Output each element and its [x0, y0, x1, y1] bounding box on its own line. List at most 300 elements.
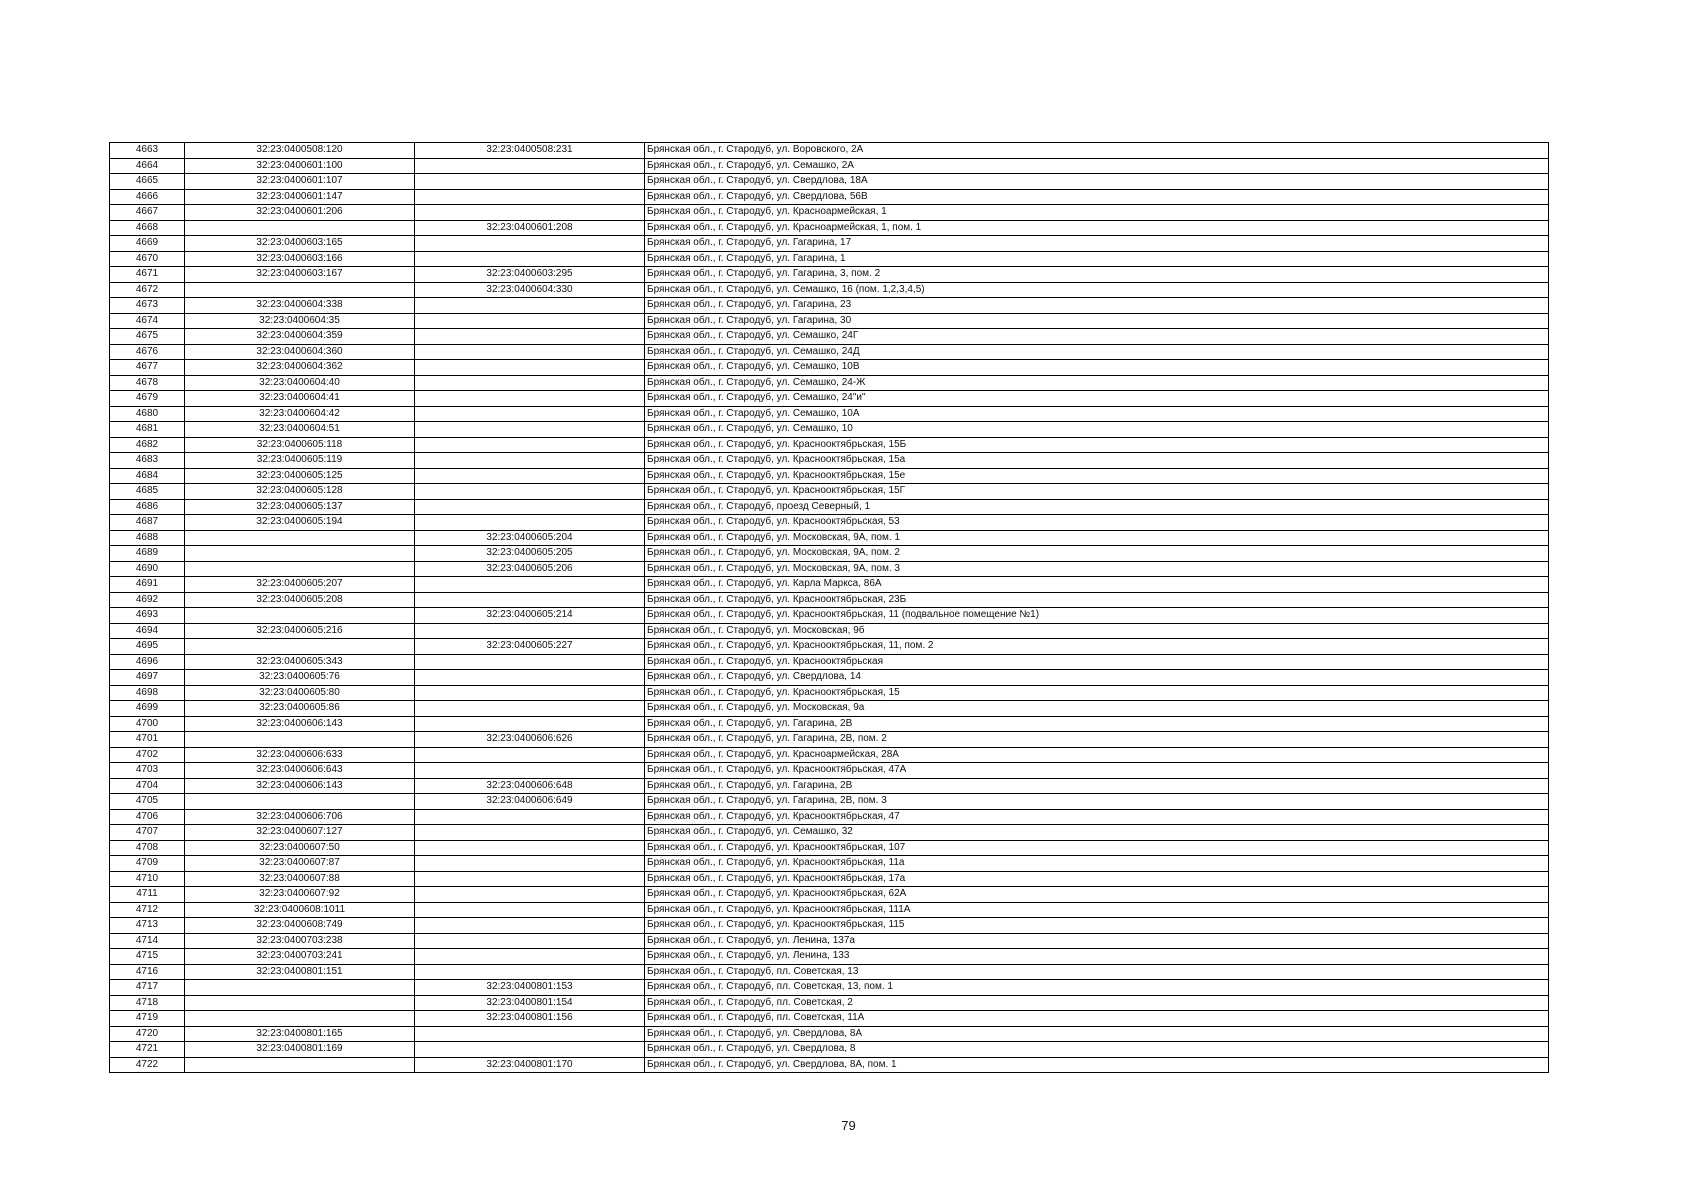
table-row — [110, 282, 1549, 298]
land-cadastral-number-cell: 32:23:0400604:360 — [185, 344, 415, 360]
address-cell: Брянская обл., г. Стародуб, пл. Советская, 11А — [645, 1011, 1549, 1027]
table-row — [110, 143, 1549, 159]
object-cadastral-number-cell: 32:23:0400801:170 — [415, 1057, 645, 1073]
table-row — [110, 964, 1549, 980]
registry-sheet — [109, 142, 1549, 1073]
object-cadastral-number-cell — [415, 313, 645, 329]
land-cadastral-number-cell: 32:23:0400608:749 — [185, 918, 415, 934]
table-row — [110, 530, 1549, 546]
object-cadastral-number-cell — [415, 298, 645, 314]
land-cadastral-number-cell — [185, 794, 415, 810]
row-number-cell: 4664 — [110, 158, 185, 174]
table-row — [110, 1026, 1549, 1042]
row-number-cell: 4691 — [110, 577, 185, 593]
table-row — [110, 189, 1549, 205]
address-cell: Брянская обл., г. Стародуб, ул. Свердлова, 8А, пом. 1 — [645, 1057, 1549, 1073]
object-cadastral-number-cell — [415, 747, 645, 763]
object-cadastral-number-cell: 32:23:0400605:214 — [415, 608, 645, 624]
row-number-cell: 4696 — [110, 654, 185, 670]
object-cadastral-number-cell — [415, 484, 645, 500]
table-row — [110, 220, 1549, 236]
object-cadastral-number-cell: 32:23:0400606:649 — [415, 794, 645, 810]
table-row — [110, 918, 1549, 934]
land-cadastral-number-cell — [185, 1011, 415, 1027]
object-cadastral-number-cell — [415, 825, 645, 841]
table-row — [110, 468, 1549, 484]
land-cadastral-number-cell: 32:23:0400605:128 — [185, 484, 415, 500]
object-cadastral-number-cell — [415, 918, 645, 934]
address-cell: Брянская обл., г. Стародуб, ул. Свердлова, 14 — [645, 670, 1549, 686]
row-number-cell: 4706 — [110, 809, 185, 825]
row-number-cell: 4705 — [110, 794, 185, 810]
object-cadastral-number-cell: 32:23:0400605:206 — [415, 561, 645, 577]
table-row — [110, 1011, 1549, 1027]
object-cadastral-number-cell — [415, 809, 645, 825]
row-number-cell: 4675 — [110, 329, 185, 345]
table-row — [110, 406, 1549, 422]
address-cell: Брянская обл., г. Стародуб, ул. Краснооктябрьская, 111А — [645, 902, 1549, 918]
object-cadastral-number-cell: 32:23:0400801:154 — [415, 995, 645, 1011]
address-cell: Брянская обл., г. Стародуб, ул. Семашко, 24Д — [645, 344, 1549, 360]
row-number-cell: 4667 — [110, 205, 185, 221]
row-number-cell: 4676 — [110, 344, 185, 360]
row-number-cell: 4684 — [110, 468, 185, 484]
registry-table — [109, 142, 1549, 1073]
land-cadastral-number-cell: 32:23:0400605:80 — [185, 685, 415, 701]
land-cadastral-number-cell: 32:23:0400604:359 — [185, 329, 415, 345]
address-cell: Брянская обл., г. Стародуб, ул. Свердлова, 8 — [645, 1042, 1549, 1058]
row-number-cell: 4719 — [110, 1011, 185, 1027]
address-cell: Брянская обл., г. Стародуб, пл. Советская, 13 — [645, 964, 1549, 980]
land-cadastral-number-cell: 32:23:0400605:76 — [185, 670, 415, 686]
table-row — [110, 577, 1549, 593]
land-cadastral-number-cell — [185, 732, 415, 748]
row-number-cell: 4703 — [110, 763, 185, 779]
address-cell: Брянская обл., г. Стародуб, ул. Семашко, 24-Ж — [645, 375, 1549, 391]
address-cell: Брянская обл., г. Стародуб, пл. Советская, 13, пом. 1 — [645, 980, 1549, 996]
land-cadastral-number-cell: 32:23:0400605:119 — [185, 453, 415, 469]
table-row — [110, 158, 1549, 174]
table-row — [110, 623, 1549, 639]
land-cadastral-number-cell: 32:23:0400604:362 — [185, 360, 415, 376]
land-cadastral-number-cell: 32:23:0400606:633 — [185, 747, 415, 763]
address-cell: Брянская обл., г. Стародуб, проезд Северный, 1 — [645, 499, 1549, 515]
object-cadastral-number-cell — [415, 701, 645, 717]
object-cadastral-number-cell — [415, 871, 645, 887]
address-cell: Брянская обл., г. Стародуб, ул. Семашко, 10В — [645, 360, 1549, 376]
address-cell: Брянская обл., г. Стародуб, ул. Краснооктябрьская, 62А — [645, 887, 1549, 903]
object-cadastral-number-cell — [415, 499, 645, 515]
land-cadastral-number-cell — [185, 1057, 415, 1073]
address-cell: Брянская обл., г. Стародуб, ул. Гагарина, 2В — [645, 716, 1549, 732]
address-cell: Брянская обл., г. Стародуб, ул. Краснооктябрьская, 11, пом. 2 — [645, 639, 1549, 655]
land-cadastral-number-cell: 32:23:0400601:147 — [185, 189, 415, 205]
address-cell: Брянская обл., г. Стародуб, ул. Семашко, 24Г — [645, 329, 1549, 345]
table-row — [110, 251, 1549, 267]
land-cadastral-number-cell: 32:23:0400605:137 — [185, 499, 415, 515]
land-cadastral-number-cell: 32:23:0400601:100 — [185, 158, 415, 174]
land-cadastral-number-cell: 32:23:0400606:643 — [185, 763, 415, 779]
table-row — [110, 422, 1549, 438]
address-cell: Брянская обл., г. Стародуб, ул. Краснооктябрьская, 17а — [645, 871, 1549, 887]
row-number-cell: 4683 — [110, 453, 185, 469]
table-row — [110, 484, 1549, 500]
row-number-cell: 4690 — [110, 561, 185, 577]
row-number-cell: 4697 — [110, 670, 185, 686]
address-cell: Брянская обл., г. Стародуб, ул. Краснооктябрьская — [645, 654, 1549, 670]
table-row — [110, 499, 1549, 515]
row-number-cell: 4679 — [110, 391, 185, 407]
address-cell: Брянская обл., г. Стародуб, ул. Гагарина, 17 — [645, 236, 1549, 252]
object-cadastral-number-cell — [415, 205, 645, 221]
land-cadastral-number-cell — [185, 980, 415, 996]
row-number-cell: 4704 — [110, 778, 185, 794]
object-cadastral-number-cell — [415, 422, 645, 438]
row-number-cell: 4713 — [110, 918, 185, 934]
land-cadastral-number-cell: 32:23:0400601:206 — [185, 205, 415, 221]
object-cadastral-number-cell — [415, 360, 645, 376]
row-number-cell: 4710 — [110, 871, 185, 887]
object-cadastral-number-cell: 32:23:0400801:153 — [415, 980, 645, 996]
row-number-cell: 4694 — [110, 623, 185, 639]
object-cadastral-number-cell — [415, 391, 645, 407]
land-cadastral-number-cell: 32:23:0400606:706 — [185, 809, 415, 825]
row-number-cell: 4670 — [110, 251, 185, 267]
land-cadastral-number-cell: 32:23:0400801:169 — [185, 1042, 415, 1058]
address-cell: Брянская обл., г. Стародуб, ул. Красноармейская, 1 — [645, 205, 1549, 221]
address-cell: Брянская обл., г. Стародуб, ул. Гагарина, 2В, пом. 3 — [645, 794, 1549, 810]
row-number-cell: 4707 — [110, 825, 185, 841]
address-cell: Брянская обл., г. Стародуб, ул. Краснооктябрьская, 11а — [645, 856, 1549, 872]
address-cell: Брянская обл., г. Стародуб, ул. Семашко, 2А — [645, 158, 1549, 174]
table-row — [110, 949, 1549, 965]
land-cadastral-number-cell: 32:23:0400801:165 — [185, 1026, 415, 1042]
table-row — [110, 267, 1549, 283]
row-number-cell: 4666 — [110, 189, 185, 205]
row-number-cell: 4674 — [110, 313, 185, 329]
row-number-cell: 4677 — [110, 360, 185, 376]
land-cadastral-number-cell: 32:23:0400605:86 — [185, 701, 415, 717]
object-cadastral-number-cell — [415, 236, 645, 252]
table-row — [110, 933, 1549, 949]
object-cadastral-number-cell — [415, 251, 645, 267]
table-row — [110, 1057, 1549, 1073]
table-row — [110, 778, 1549, 794]
table-row — [110, 856, 1549, 872]
land-cadastral-number-cell: 32:23:0400604:51 — [185, 422, 415, 438]
land-cadastral-number-cell — [185, 995, 415, 1011]
row-number-cell: 4688 — [110, 530, 185, 546]
object-cadastral-number-cell — [415, 654, 645, 670]
row-number-cell: 4709 — [110, 856, 185, 872]
land-cadastral-number-cell: 32:23:0400604:40 — [185, 375, 415, 391]
table-row — [110, 980, 1549, 996]
row-number-cell: 4715 — [110, 949, 185, 965]
table-row — [110, 561, 1549, 577]
object-cadastral-number-cell — [415, 344, 645, 360]
row-number-cell: 4678 — [110, 375, 185, 391]
address-cell: Брянская обл., г. Стародуб, пл. Советская, 2 — [645, 995, 1549, 1011]
address-cell: Брянская обл., г. Стародуб, ул. Краснооктябрьская, 15е — [645, 468, 1549, 484]
object-cadastral-number-cell — [415, 840, 645, 856]
address-cell: Брянская обл., г. Стародуб, ул. Свердлова, 56В — [645, 189, 1549, 205]
address-cell: Брянская обл., г. Стародуб, ул. Московская, 9А, пом. 3 — [645, 561, 1549, 577]
row-number-cell: 4702 — [110, 747, 185, 763]
land-cadastral-number-cell — [185, 282, 415, 298]
table-row — [110, 902, 1549, 918]
table-row — [110, 747, 1549, 763]
object-cadastral-number-cell — [415, 437, 645, 453]
row-number-cell: 4716 — [110, 964, 185, 980]
object-cadastral-number-cell — [415, 716, 645, 732]
land-cadastral-number-cell: 32:23:0400605:216 — [185, 623, 415, 639]
address-cell: Брянская обл., г. Стародуб, ул. Гагарина, 23 — [645, 298, 1549, 314]
table-row — [110, 1042, 1549, 1058]
address-cell: Брянская обл., г. Стародуб, ул. Свердлова, 18А — [645, 174, 1549, 190]
address-cell: Брянская обл., г. Стародуб, ул. Ленина, 137а — [645, 933, 1549, 949]
object-cadastral-number-cell — [415, 174, 645, 190]
land-cadastral-number-cell: 32:23:0400605:207 — [185, 577, 415, 593]
object-cadastral-number-cell — [415, 189, 645, 205]
table-row — [110, 298, 1549, 314]
land-cadastral-number-cell: 32:23:0400604:42 — [185, 406, 415, 422]
land-cadastral-number-cell: 32:23:0400605:208 — [185, 592, 415, 608]
row-number-cell: 4685 — [110, 484, 185, 500]
row-number-cell: 4712 — [110, 902, 185, 918]
row-number-cell: 4686 — [110, 499, 185, 515]
object-cadastral-number-cell — [415, 902, 645, 918]
table-row — [110, 592, 1549, 608]
land-cadastral-number-cell — [185, 608, 415, 624]
object-cadastral-number-cell — [415, 468, 645, 484]
address-cell: Брянская обл., г. Стародуб, ул. Семашко, 32 — [645, 825, 1549, 841]
address-cell: Брянская обл., г. Стародуб, ул. Свердлова, 8А — [645, 1026, 1549, 1042]
land-cadastral-number-cell — [185, 546, 415, 562]
table-row — [110, 887, 1549, 903]
row-number-cell: 4714 — [110, 933, 185, 949]
land-cadastral-number-cell: 32:23:0400604:35 — [185, 313, 415, 329]
table-row — [110, 871, 1549, 887]
object-cadastral-number-cell — [415, 887, 645, 903]
row-number-cell: 4682 — [110, 437, 185, 453]
table-row — [110, 174, 1549, 190]
land-cadastral-number-cell: 32:23:0400603:165 — [185, 236, 415, 252]
object-cadastral-number-cell: 32:23:0400605:204 — [415, 530, 645, 546]
land-cadastral-number-cell — [185, 639, 415, 655]
address-cell: Брянская обл., г. Стародуб, ул. Краснооктябрьская, 47А — [645, 763, 1549, 779]
row-number-cell: 4701 — [110, 732, 185, 748]
table-row — [110, 716, 1549, 732]
land-cadastral-number-cell: 32:23:0400604:338 — [185, 298, 415, 314]
object-cadastral-number-cell: 32:23:0400801:156 — [415, 1011, 645, 1027]
land-cadastral-number-cell: 32:23:0400605:118 — [185, 437, 415, 453]
table-row — [110, 437, 1549, 453]
table-row — [110, 732, 1549, 748]
land-cadastral-number-cell: 32:23:0400607:88 — [185, 871, 415, 887]
address-cell: Брянская обл., г. Стародуб, ул. Краснооктябрьская, 11 (подвальное помещение №1) — [645, 608, 1549, 624]
object-cadastral-number-cell: 32:23:0400606:648 — [415, 778, 645, 794]
row-number-cell: 4718 — [110, 995, 185, 1011]
object-cadastral-number-cell: 32:23:0400605:227 — [415, 639, 645, 655]
address-cell: Брянская обл., г. Стародуб, ул. Семашко, 16 (пом. 1,2,3,4,5) — [645, 282, 1549, 298]
row-number-cell: 4711 — [110, 887, 185, 903]
land-cadastral-number-cell: 32:23:0400603:167 — [185, 267, 415, 283]
address-cell: Брянская обл., г. Стародуб, ул. Гагарина, 1 — [645, 251, 1549, 267]
table-row — [110, 840, 1549, 856]
land-cadastral-number-cell: 32:23:0400605:194 — [185, 515, 415, 531]
address-cell: Брянская обл., г. Стародуб, ул. Краснооктябрьская, 15Г — [645, 484, 1549, 500]
address-cell: Брянская обл., г. Стародуб, ул. Гагарина, 2В — [645, 778, 1549, 794]
address-cell: Брянская обл., г. Стародуб, ул. Краснооктябрьская, 47 — [645, 809, 1549, 825]
address-cell: Брянская обл., г. Стародуб, ул. Гагарина, 2В, пом. 2 — [645, 732, 1549, 748]
land-cadastral-number-cell: 32:23:0400607:50 — [185, 840, 415, 856]
page-number: 79 — [841, 1118, 856, 1133]
address-cell: Брянская обл., г. Стародуб, ул. Семашко, 10А — [645, 406, 1549, 422]
address-cell: Брянская обл., г. Стародуб, ул. Красноармейская, 1, пом. 1 — [645, 220, 1549, 236]
table-row — [110, 515, 1549, 531]
object-cadastral-number-cell — [415, 685, 645, 701]
table-row — [110, 453, 1549, 469]
object-cadastral-number-cell — [415, 856, 645, 872]
address-cell: Брянская обл., г. Стародуб, ул. Московская, 9А, пом. 1 — [645, 530, 1549, 546]
object-cadastral-number-cell — [415, 670, 645, 686]
row-number-cell: 4692 — [110, 592, 185, 608]
table-row — [110, 701, 1549, 717]
address-cell: Брянская обл., г. Стародуб, ул. Московская, 9а — [645, 701, 1549, 717]
land-cadastral-number-cell: 32:23:0400607:127 — [185, 825, 415, 841]
object-cadastral-number-cell — [415, 1042, 645, 1058]
row-number-cell: 4665 — [110, 174, 185, 190]
table-row — [110, 809, 1549, 825]
row-number-cell: 4722 — [110, 1057, 185, 1073]
land-cadastral-number-cell: 32:23:0400606:143 — [185, 716, 415, 732]
table-row — [110, 375, 1549, 391]
address-cell: Брянская обл., г. Стародуб, ул. Карла Маркса, 86А — [645, 577, 1549, 593]
row-number-cell: 4669 — [110, 236, 185, 252]
row-number-cell: 4717 — [110, 980, 185, 996]
row-number-cell: 4687 — [110, 515, 185, 531]
object-cadastral-number-cell: 32:23:0400601:208 — [415, 220, 645, 236]
object-cadastral-number-cell — [415, 933, 645, 949]
object-cadastral-number-cell — [415, 329, 645, 345]
address-cell: Брянская обл., г. Стародуб, ул. Московская, 9А, пом. 2 — [645, 546, 1549, 562]
land-cadastral-number-cell: 32:23:0400607:92 — [185, 887, 415, 903]
land-cadastral-number-cell: 32:23:0400607:87 — [185, 856, 415, 872]
object-cadastral-number-cell — [415, 592, 645, 608]
land-cadastral-number-cell: 32:23:0400606:143 — [185, 778, 415, 794]
row-number-cell: 4699 — [110, 701, 185, 717]
object-cadastral-number-cell — [415, 375, 645, 391]
land-cadastral-number-cell: 32:23:0400608:1011 — [185, 902, 415, 918]
table-row — [110, 763, 1549, 779]
table-row — [110, 546, 1549, 562]
land-cadastral-number-cell: 32:23:0400801:151 — [185, 964, 415, 980]
address-cell: Брянская обл., г. Стародуб, ул. Красноармейская, 28А — [645, 747, 1549, 763]
object-cadastral-number-cell — [415, 1026, 645, 1042]
land-cadastral-number-cell: 32:23:0400605:125 — [185, 468, 415, 484]
land-cadastral-number-cell — [185, 530, 415, 546]
land-cadastral-number-cell — [185, 220, 415, 236]
row-number-cell: 4700 — [110, 716, 185, 732]
row-number-cell: 4671 — [110, 267, 185, 283]
table-row — [110, 794, 1549, 810]
address-cell: Брянская обл., г. Стародуб, ул. Краснооктябрьская, 115 — [645, 918, 1549, 934]
object-cadastral-number-cell: 32:23:0400508:231 — [415, 143, 645, 159]
land-cadastral-number-cell — [185, 561, 415, 577]
land-cadastral-number-cell: 32:23:0400601:107 — [185, 174, 415, 190]
land-cadastral-number-cell: 32:23:0400605:343 — [185, 654, 415, 670]
table-row — [110, 995, 1549, 1011]
object-cadastral-number-cell — [415, 763, 645, 779]
table-row — [110, 639, 1549, 655]
table-row — [110, 344, 1549, 360]
address-cell: Брянская обл., г. Стародуб, ул. Краснооктябрьская, 15Б — [645, 437, 1549, 453]
object-cadastral-number-cell — [415, 406, 645, 422]
object-cadastral-number-cell: 32:23:0400605:205 — [415, 546, 645, 562]
address-cell: Брянская обл., г. Стародуб, ул. Семашко, 24"и" — [645, 391, 1549, 407]
table-row — [110, 654, 1549, 670]
land-cadastral-number-cell: 32:23:0400603:166 — [185, 251, 415, 267]
table-row — [110, 391, 1549, 407]
row-number-cell: 4708 — [110, 840, 185, 856]
row-number-cell: 4721 — [110, 1042, 185, 1058]
address-cell: Брянская обл., г. Стародуб, ул. Московская, 9б — [645, 623, 1549, 639]
land-cadastral-number-cell: 32:23:0400508:120 — [185, 143, 415, 159]
table-row — [110, 608, 1549, 624]
object-cadastral-number-cell — [415, 949, 645, 965]
object-cadastral-number-cell: 32:23:0400606:626 — [415, 732, 645, 748]
address-cell: Брянская обл., г. Стародуб, ул. Краснооктябрьская, 15 — [645, 685, 1549, 701]
address-cell: Брянская обл., г. Стародуб, ул. Семашко, 10 — [645, 422, 1549, 438]
row-number-cell: 4720 — [110, 1026, 185, 1042]
address-cell: Брянская обл., г. Стародуб, ул. Краснооктябрьская, 107 — [645, 840, 1549, 856]
address-cell: Брянская обл., г. Стародуб, ул. Краснооктябрьская, 15а — [645, 453, 1549, 469]
land-cadastral-number-cell: 32:23:0400703:238 — [185, 933, 415, 949]
row-number-cell: 4673 — [110, 298, 185, 314]
object-cadastral-number-cell: 32:23:0400604:330 — [415, 282, 645, 298]
address-cell: Брянская обл., г. Стародуб, ул. Гагарина, 30 — [645, 313, 1549, 329]
table-row — [110, 236, 1549, 252]
object-cadastral-number-cell — [415, 158, 645, 174]
table-row — [110, 825, 1549, 841]
row-number-cell: 4695 — [110, 639, 185, 655]
row-number-cell: 4698 — [110, 685, 185, 701]
row-number-cell: 4668 — [110, 220, 185, 236]
table-row — [110, 329, 1549, 345]
address-cell: Брянская обл., г. Стародуб, ул. Ленина, 133 — [645, 949, 1549, 965]
object-cadastral-number-cell — [415, 623, 645, 639]
land-cadastral-number-cell: 32:23:0400604:41 — [185, 391, 415, 407]
land-cadastral-number-cell: 32:23:0400703:241 — [185, 949, 415, 965]
address-cell: Брянская обл., г. Стародуб, ул. Воровского, 2А — [645, 143, 1549, 159]
object-cadastral-number-cell — [415, 964, 645, 980]
address-cell: Брянская обл., г. Стародуб, ул. Краснооктябрьская, 23Б — [645, 592, 1549, 608]
object-cadastral-number-cell — [415, 453, 645, 469]
row-number-cell: 4693 — [110, 608, 185, 624]
table-row — [110, 205, 1549, 221]
table-row — [110, 360, 1549, 376]
object-cadastral-number-cell — [415, 515, 645, 531]
table-row — [110, 313, 1549, 329]
table-row — [110, 670, 1549, 686]
registry-table-body — [110, 143, 1549, 1073]
address-cell: Брянская обл., г. Стародуб, ул. Гагарина, 3, пом. 2 — [645, 267, 1549, 283]
object-cadastral-number-cell — [415, 577, 645, 593]
row-number-cell: 4680 — [110, 406, 185, 422]
row-number-cell: 4672 — [110, 282, 185, 298]
row-number-cell: 4689 — [110, 546, 185, 562]
object-cadastral-number-cell: 32:23:0400603:295 — [415, 267, 645, 283]
